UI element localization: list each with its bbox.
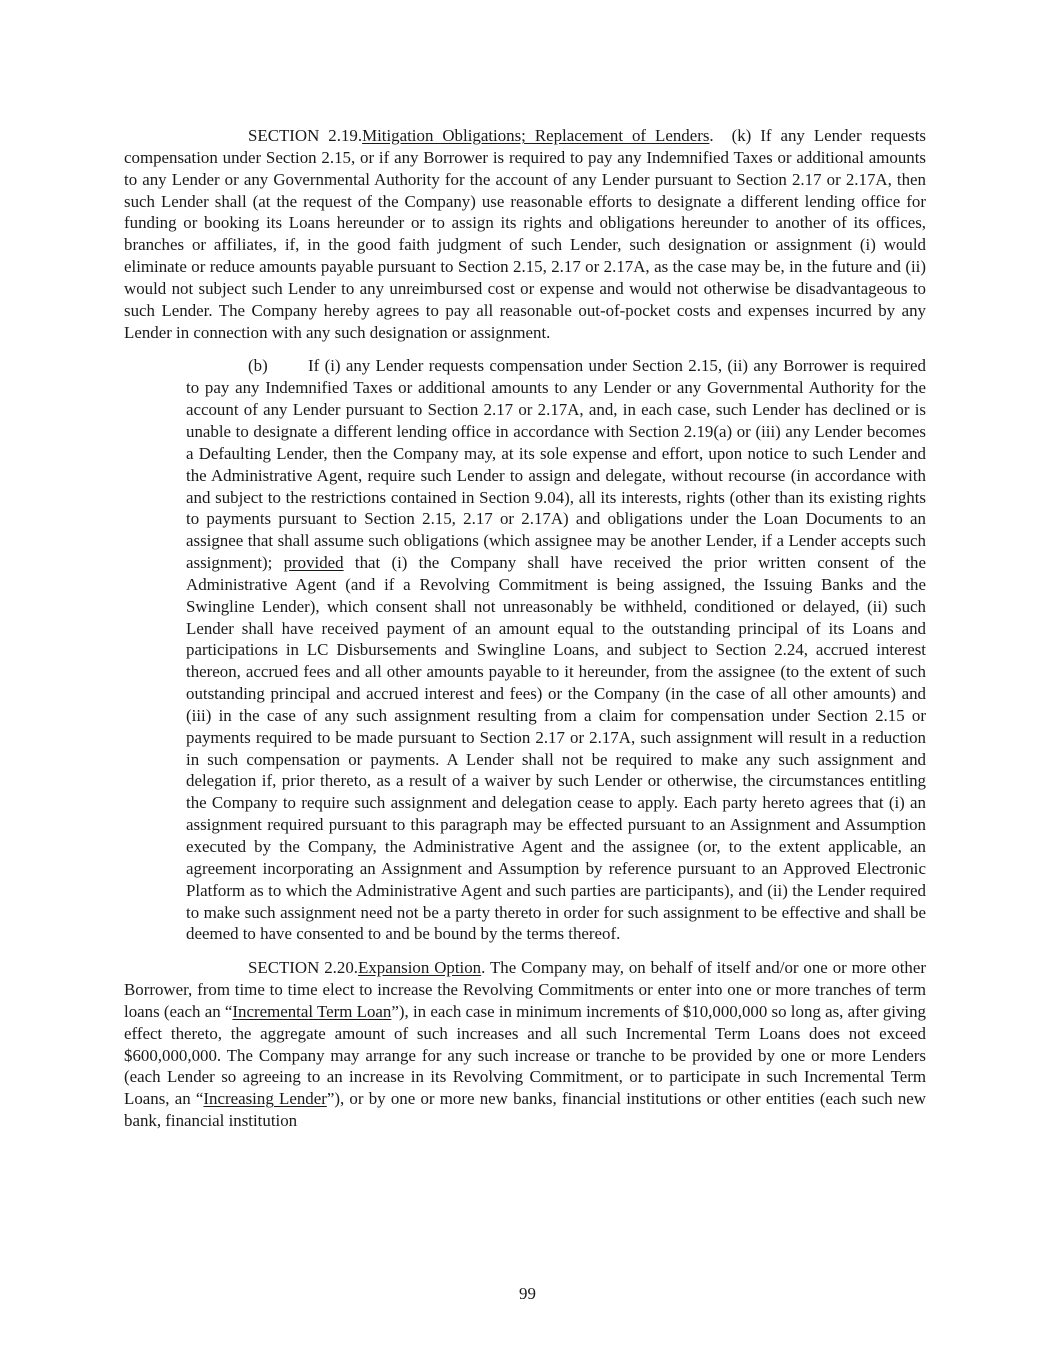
defined-term-incremental-term-loan: Incremental Term Loan	[232, 1001, 392, 1021]
section-number: SECTION 2.20.	[248, 958, 358, 978]
section-heading: Expansion Option	[358, 958, 482, 978]
heading-period: .	[709, 126, 714, 145]
paragraph-text-continued: that (i) the Company shall have received the prior written consent of the Administrative Agent (and if a Revolving Commitment is being assigned, the Issuing Banks and the Swingline Lender), which consent shall not unreasonably be withheld, conditioned or delayed, (ii) such Lender shall have received payment of an amount equal to the outstanding principal of its Loans and participations in LC Disbursements and Swingline Loans, and subject to Section 2.24, accrued interest thereon, accrued fees and all other amounts payable to it hereunder, from the assignee (to the extent of such outstanding principal and accrued interest and fees) or the Company (in the case of all other amounts) and (iii) in the case of any such assignment resulting from a claim for compensation under Section 2.15 or payments required to be made pursuant to Section 2.17 or 2.17A, such assignment will result in a reduction in such compensation or payments. A Lender shall not be required to make any such assignment and delegation if, prior thereto, as a result of a waiver by such Lender or otherwise, the circumstances entitling the Company to require such assignment and delegation cease to apply. Each party hereto agrees that (i) an assignment required pursuant to this paragraph may be effected pursuant to an Assignment and Assumption executed by the Company, the Administrative Agent and the assignee (or, to the extent applicable, an agreement incorporating an Assignment and Assumption by reference pursuant to an Approved Electronic Platform as to which the Administrative Agent and such parties are participants), and (ii) the Lender required to make such assignment need not be a party thereto in order for such assignment to be effective and shall be deemed to have consented to and be bound by the terms thereof.	[186, 553, 927, 944]
page-number: 99	[519, 1284, 536, 1303]
defined-term-provided: provided	[283, 553, 344, 573]
section-2-19-paragraph-a	[124, 125, 926, 343]
section-2-19-paragraph-b	[186, 355, 926, 945]
document-page	[124, 125, 926, 1132]
section-heading: Mitigation Obligations; Replacement of Lenders	[362, 126, 710, 145]
section-2-20-paragraph	[124, 957, 926, 1132]
paragraph-text-continued: ”), in each case in minimum increments of $10,000,000 so long as, after giving effect thereto, the aggregate amount of such increases and all such Incremental Term Loans does not exceed $600,000,000. The Company may arrange for any such increase or tranche to be provided by one or more Lenders (each Lender so agreeing to an increase in its Revolving Commitment, or to participate in such Incremental Term Loans, an “	[124, 1001, 926, 1109]
paragraph-text-end: ”), or by one or more new banks, financial institutions or other entities (each such new bank, financial institution	[124, 1089, 926, 1131]
defined-term-increasing-lender: Increasing Lender	[203, 1089, 327, 1109]
paragraph-text: . The Company may, on behalf of itself and/or one or more other Borrower, from time to time elect to increase the Revolving Commitments or enter into one or more tranches of term loans (each an “	[124, 958, 926, 1021]
paragraph-text: (k) If any Lender requests compensation under Section 2.15, or if any Borrower is required to pay any Indemnified Taxes or additional amounts to any Lender or any Governmental Authority for the account of any Lender pursuant to Section 2.17 or 2.17A, then such Lender shall (at the request of the Company) use reasonable efforts to designate a different lending office for funding or booking its Loans hereunder or to assign its rights and obligations hereunder to another of its offices, branches or affiliates, if, in the good faith judgment of such Lender, such designation or assignment (i) would eliminate or reduce amounts payable pursuant to Section 2.15, 2.17 or 2.17A, as the case may be, in the future and (ii) would not subject such Lender to any unreimbursed cost or expense and would not otherwise be disadvantageous to such Lender. The Company hereby agrees to pay all reasonable out-of-pocket costs and expenses incurred by any Lender in connection with any such designation or assignment.	[124, 126, 926, 342]
paragraph-label: (b)	[248, 356, 268, 376]
paragraph-text: If (i) any Lender requests compensation under Section 2.15, (ii) any Borrower is required to pay any Indemnified Taxes or additional amounts to any Lender or any Governmental Authority for the account of any Lender pursuant to Section 2.17 or 2.17A, and, in each case, such Lender has declined or is unable to designate a different lending office in accordance with Section 2.19(a) or (iii) any Lender becomes a Defaulting Lender, then the Company may, at its sole expense and effort, upon notice to such Lender and the Administrative Agent, require such Lender to assign and delegate, without recourse (in accordance with and subject to the restrictions contained in Section 9.04), all its interests, rights (other than its existing rights to payments pursuant to Section 2.15, 2.17 or 2.17A) and obligations under the Loan Documents to an assignee that shall assume such obligations (which assignee may be another Lender, if a Lender accepts such assignment);	[186, 356, 926, 573]
section-number: SECTION 2.19.	[248, 126, 363, 145]
